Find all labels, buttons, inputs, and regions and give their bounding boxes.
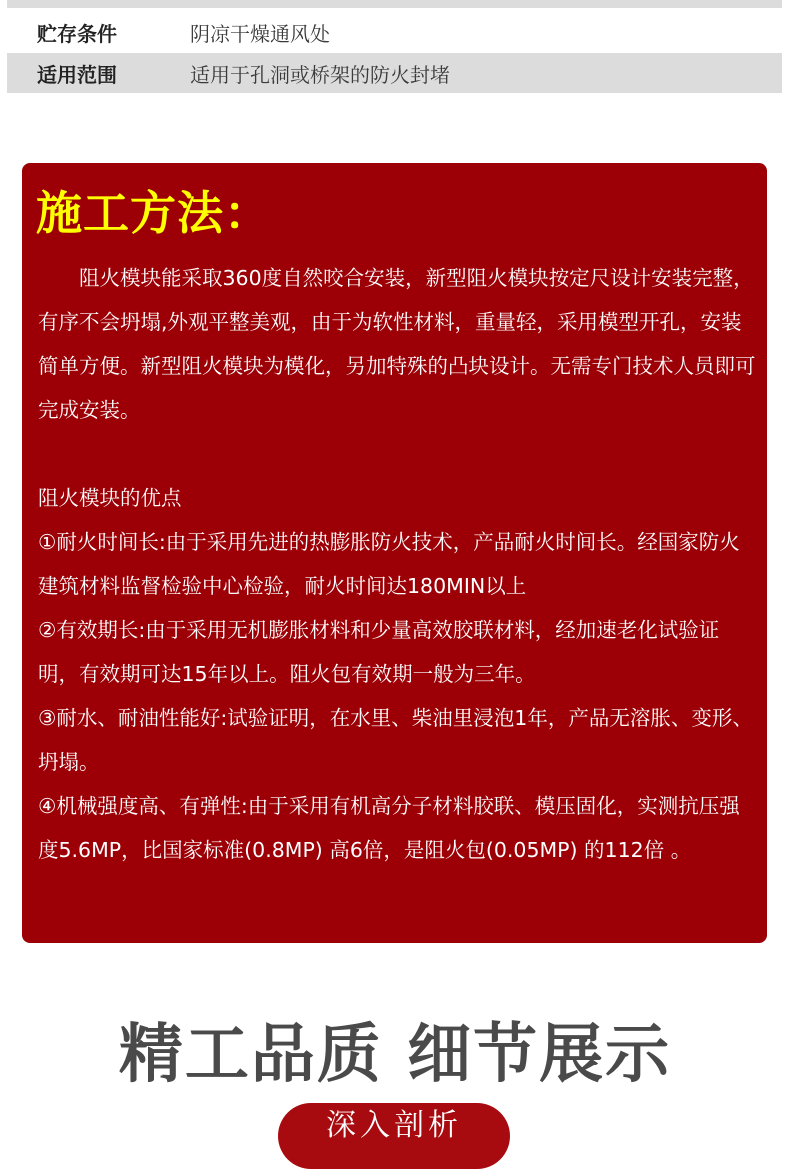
spec-value: 适用于孔洞或桥架的防火封堵: [190, 62, 450, 87]
spec-row-cropped: [7, 0, 782, 8]
advantage-item: ④机械强度高、有弹性:由于采用有机高分子材料胶联、模压固化，实测抗压强度5.6MP，比国家标准(0.8MP) 高6倍，是阻火包(0.05MP) 的112倍 。: [38, 794, 740, 862]
spec-value: 阴凉干燥通风处: [190, 21, 330, 46]
advantage-item: ③耐水、耐油性能好:试验证明，在水里、柴油里浸泡1年，产品无溶胀、变形、坍塌。: [38, 706, 753, 774]
detail-section-heading: 精工品质 细节展示: [118, 1018, 672, 1092]
advantages-heading: 阻火模块的优点: [38, 486, 182, 510]
advantage-item: ②有效期长:由于采用无机膨胀材料和少量高效胶联材料，经加速老化试验证明，有效期可达15年以上。阻火包有效期一般为三年。: [38, 618, 720, 686]
paragraph-gap: [38, 432, 760, 476]
method-body: [38, 256, 760, 872]
advantage-item: ①耐火时间长:由于采用先进的热膨胀防火技术，产品耐火时间长。经国家防火建筑材料监督检验中心检验，耐火时间达180MIN以上: [38, 530, 740, 598]
spec-key: 贮存条件: [37, 21, 117, 46]
method-intro: 阻火模块能采取360度自然咬合安装，新型阻火模块按定尺设计安装完整，有序不会坍塌,外观平整美观，由于为软性材料，重量轻，采用模型开孔，安装简单方便。新型阻火模块为模化，另加特殊的凸块设计。无需专门技术人员即可完成安装。: [38, 266, 756, 422]
method-title: 施工方法：: [36, 186, 271, 240]
spec-row-application: [7, 53, 782, 93]
deep-analysis-button[interactable]: 深入剖析: [278, 1103, 510, 1169]
construction-method-panel: [22, 163, 767, 943]
spec-key: 适用范围: [37, 62, 117, 87]
spec-row-storage: [7, 11, 782, 53]
